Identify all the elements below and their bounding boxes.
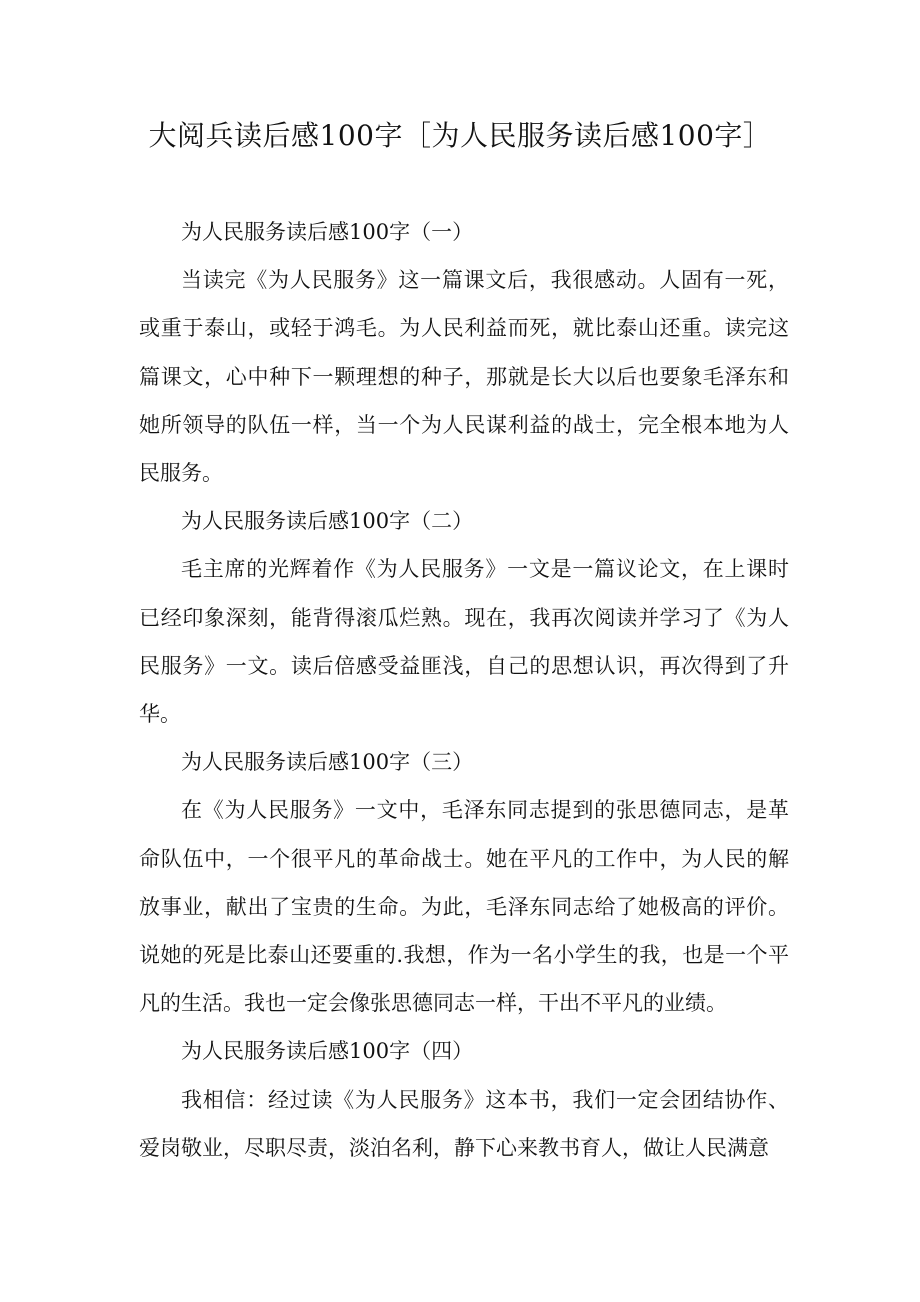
section-paragraph-3: 在《为人民服务》一文中，毛泽东同志提到的张思德同志，是革命队伍中，一个很平凡的革命战士。她在平凡的工作中，为人民的解放事业，献出了宝贵的生命。为此，毛泽东同志给了她极高的评价。说她的死是比泰山还要重的.我想，作为一名小学生的我，也是一个平凡的生活。我也一定会像张思德同志一样，干出不平凡的业绩。 xyxy=(139,798,789,1016)
section-heading-4: 为人民服务读后感100字（四） xyxy=(181,1039,474,1064)
section-heading-1: 为人民服务读后感100字（一） xyxy=(181,220,474,244)
document-title: 大阅兵读后感100字［为人民服务读后感100字］ xyxy=(148,119,772,152)
document-body xyxy=(139,208,789,1172)
section-paragraph-1: 当读完《为人民服务》这一篇课文后，我很感动。人固有一死，或重于泰山，或轻于鸿毛。为人民利益而死，就比泰山还重。读完这篇课文，心中种下一颗理想的种子，那就是长大以后也要象毛泽东和她所领导的队伍一样，当一个为人民谋利益的战士，完全根本地为人民服务。 xyxy=(139,268,789,486)
section-heading-3: 为人民服务读后感100字（三） xyxy=(181,750,474,775)
section-paragraph-4: 我相信：经过读《为人民服务》这本书，我们一定会团结协作、爱岗敬业，尽职尽责，淡泊名利，静下心来教书育人，做让人民满意 xyxy=(139,1087,789,1160)
section-paragraph-2: 毛主席的光辉着作《为人民服务》一文是一篇议论文，在上课时已经印象深刻，能背得滚瓜烂熟。现在，我再次阅读并学习了《为人民服务》一文。读后倍感受益匪浅，自己的思想认识，再次得到了升华。 xyxy=(139,557,789,727)
section-heading-2: 为人民服务读后感100字（二） xyxy=(181,509,474,534)
